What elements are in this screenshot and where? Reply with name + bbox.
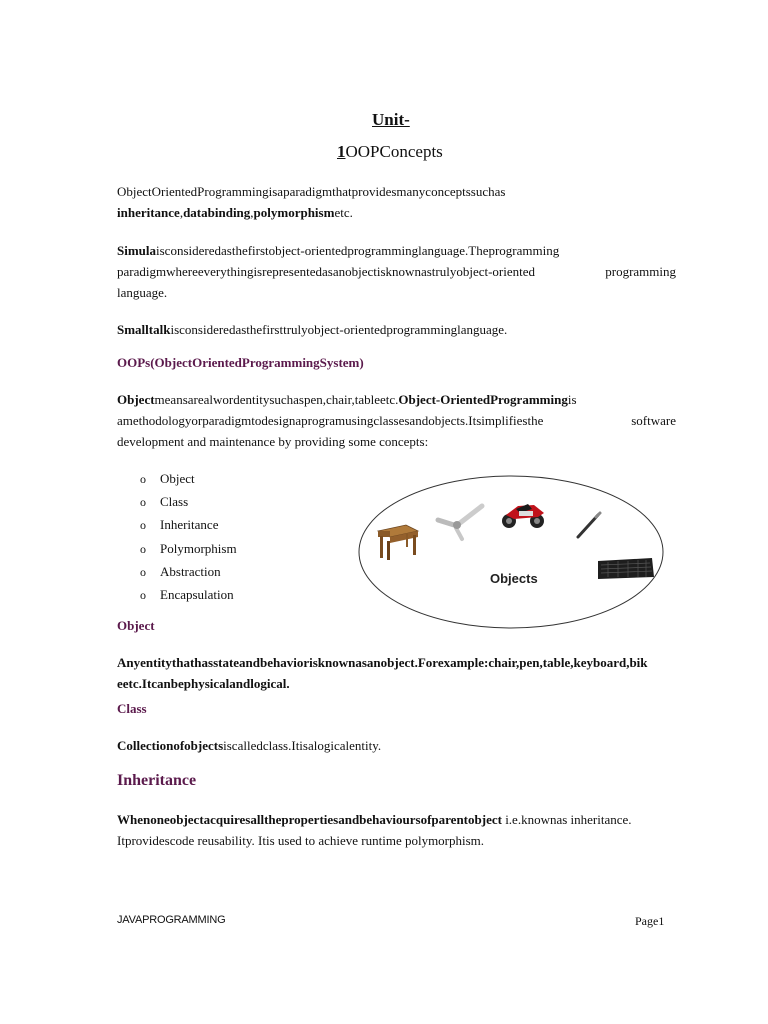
oop-definition-paragraph: Objectmeansarealwordentitysuchaspen,chair,tableetc.Object-OrientedProgrammingis amethodologyorparadigmtodesignaprogramusingclassesandobjects.Itsimplifiesthe software development and maintenance by providing some concepts:: [117, 392, 676, 449]
list-item: o Polymorphism: [140, 540, 237, 556]
objects-label: Objects: [490, 571, 538, 586]
oops-heading: OOPs(ObjectOrientedProgrammingSystem): [117, 355, 364, 370]
inheritance-definition: Whenoneobjectacquiresallthepropertiesandbehavioursofparentobject i.e.knownas inheritance. Itprovidescode reusability. Itis used to achieve runtime polymorphism.: [117, 812, 632, 848]
intro-paragraph: ObjectOrientedProgrammingisaparadigmthatprovidesmanyconceptssuchas inheritance,databinding,polymorphismetc.: [117, 184, 506, 220]
page-title: 1OOPConcepts: [337, 142, 443, 161]
list-item: o Abstraction: [140, 563, 221, 579]
object-definition: Anyentitythathasstateandbehaviorisknownasanobject.Forexample:chair,pen,table,keyboard,bik eetc.Itcanbephysicalandlogical.: [117, 655, 648, 691]
class-heading: Class: [117, 701, 147, 716]
keyboard-icon: [598, 558, 654, 579]
list-item: o Class: [140, 494, 189, 510]
concepts-list: [140, 470, 237, 609]
class-definition: Collectionofobjectsiscalledclass.Itisalogicalentity.: [117, 738, 382, 753]
object-heading: Object: [117, 618, 155, 633]
list-item: o Object: [140, 471, 195, 486]
list-item: o Inheritance: [140, 517, 219, 533]
simula-paragraph: Simulaisconsideredasthefirstobject-orientedprogramminglanguage.Theprogramming paradigmwhereeverythingisrepresentedasanobjectisknownastrulyobject-oriented programming language.: [117, 243, 676, 300]
smalltalk-paragraph: Smalltalkisconsideredasthefirsttrulyobject-orientedprogramminglanguage.: [117, 322, 508, 337]
footer-left: JAVAPROGRAMMING: [117, 914, 226, 926]
page-number: Page1: [635, 914, 665, 928]
objects-figure: [356, 473, 668, 631]
objects-illustration: [356, 473, 668, 631]
inheritance-heading: Inheritance: [117, 772, 197, 789]
unit-title: Unit-: [372, 110, 410, 129]
list-item: o Encapsulation: [140, 586, 234, 602]
